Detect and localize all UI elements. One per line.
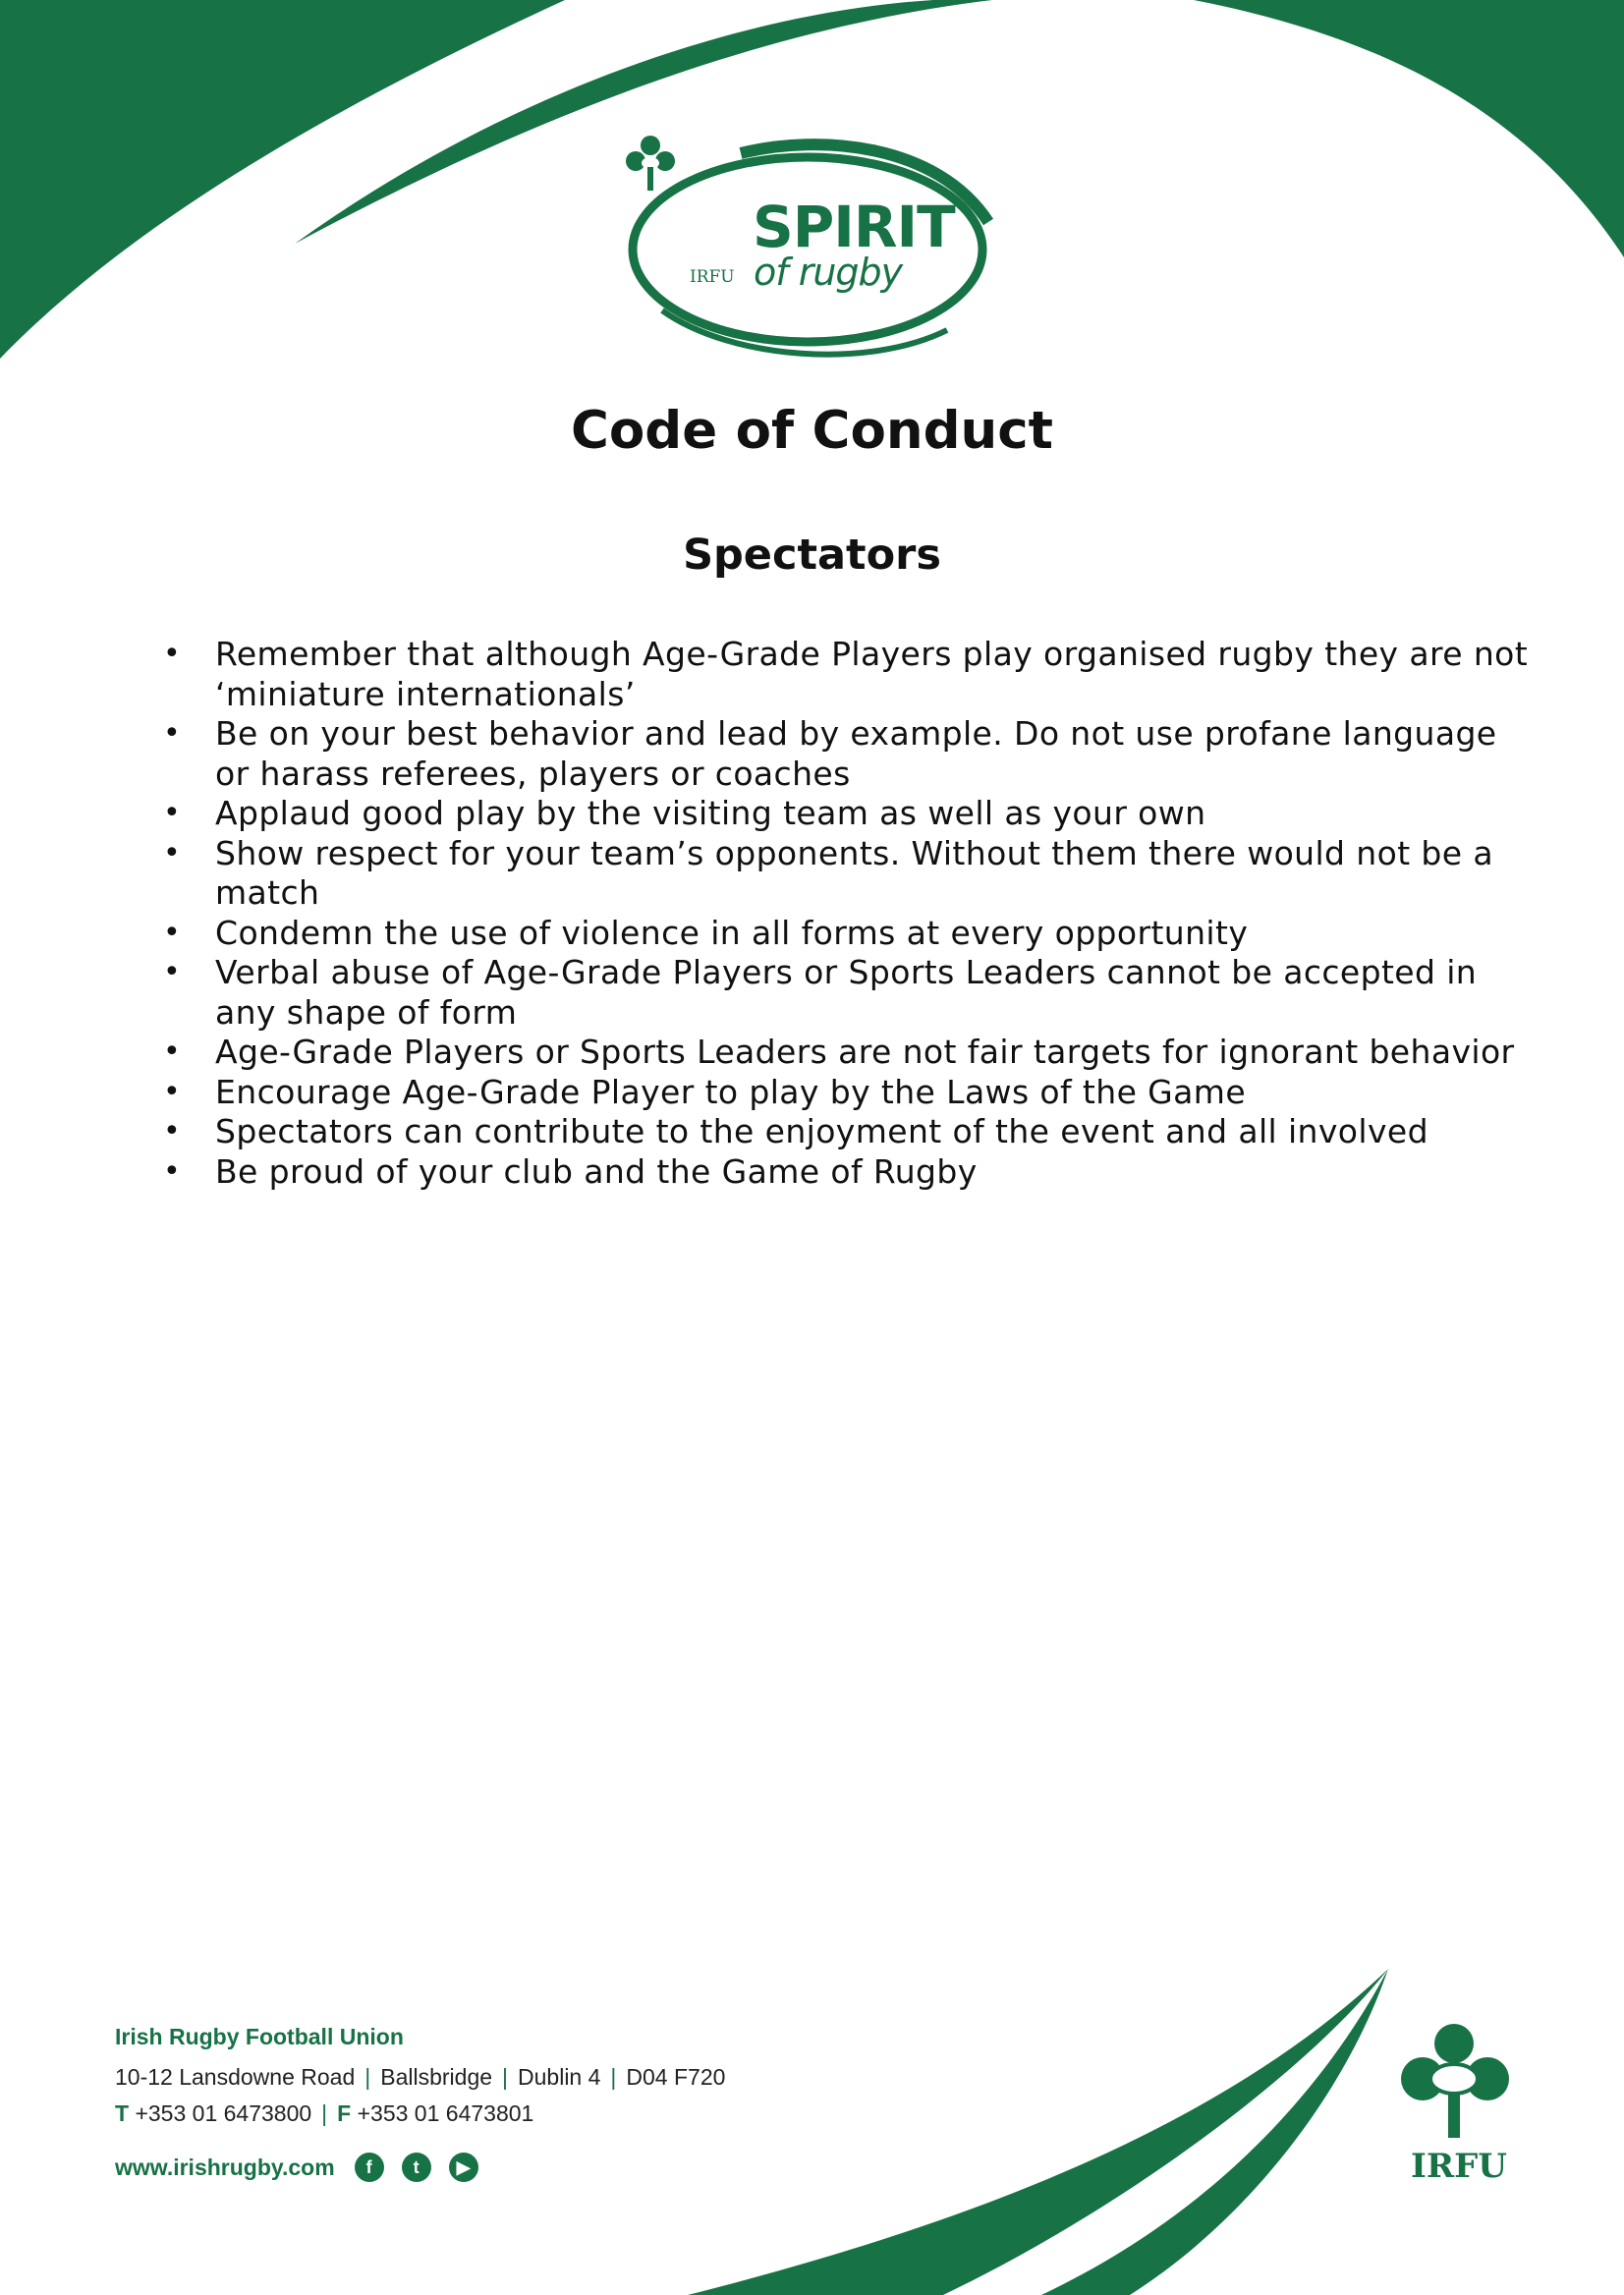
website-link[interactable]: www.irishrugby.com (115, 2154, 335, 2180)
footer-address: 10-12 Lansdowne Road | Ballsbridge | Dublin 4 | D04 F720 (115, 2064, 726, 2090)
bullet-icon: • (163, 1035, 182, 1069)
bullet-icon: • (163, 1074, 182, 1109)
rule-text: Be proud of your club and the Game of Rugby (215, 1151, 978, 1191)
bullet-icon: • (163, 796, 182, 830)
list-item (157, 914, 1533, 954)
phone-number: +353 01 6473800 (135, 2100, 312, 2126)
bullet-icon: • (163, 835, 182, 870)
list-item (157, 1073, 1533, 1113)
rule-text: Age-Grade Players or Sports Leaders are not fair targets for ignorant behavior (215, 1033, 1515, 1071)
spirit-of-rugby-logo (623, 134, 996, 365)
fax-label: F (337, 2100, 352, 2126)
list-item (157, 1112, 1533, 1152)
twitter-icon[interactable]: t (402, 2153, 431, 2182)
bullet-icon: • (163, 915, 182, 950)
footer-org-name: Irish Rugby Football Union (115, 2024, 404, 2049)
bullet-icon: • (163, 955, 182, 989)
bullet-icon: • (163, 716, 182, 751)
rule-text: Applaud good play by the visiting team as well as your own (215, 794, 1206, 832)
list-item (157, 1152, 1533, 1193)
rule-text: Spectators can contribute to the enjoyment of the event and all involved (215, 1112, 1428, 1150)
rule-text: Encourage Age-Grade Player to play by the Laws of the Game (215, 1072, 1247, 1111)
facebook-icon[interactable]: f (355, 2153, 384, 2182)
bullet-icon: • (163, 637, 182, 671)
logo-badge-text: IRFU (690, 267, 735, 287)
footer-web-row (115, 2153, 725, 2182)
bullet-icon: • (163, 1153, 182, 1189)
list-item (157, 834, 1533, 914)
rule-text: Show respect for your team’s opponents. Without them there would not be a match (215, 833, 1493, 912)
rule-text: Remember that although Age-Grade Players play organised rugby they are not ‘miniature internationals’ (215, 635, 1529, 713)
list-item (157, 794, 1533, 834)
conduct-rules-list (157, 635, 1533, 1192)
logo-sub-text: of rugby (754, 251, 903, 294)
page-subtitle: Spectators (683, 531, 941, 580)
footer (115, 2026, 725, 2182)
crest-text: IRFU (1411, 2147, 1507, 2186)
footer-phones: T +353 01 6473800 | F +353 01 6473801 (115, 2100, 534, 2126)
rule-text: Verbal abuse of Age-Grade Players or Sports Leaders cannot be accepted in any shape of form (215, 953, 1478, 1032)
phone-label: T (115, 2100, 130, 2126)
rule-text: Be on your best behavior and lead by example. Do not use profane language or harass referees, players or coaches (215, 714, 1497, 793)
rule-text: Condemn the use of violence in all forms at every opportunity (215, 913, 1249, 952)
list-item (157, 953, 1533, 1033)
bullet-icon: • (163, 1114, 182, 1148)
logo-spirit-text: SPIRIT (753, 194, 955, 260)
fax-number: +353 01 6473801 (357, 2100, 534, 2126)
list-item (157, 714, 1533, 794)
address-city: Dublin 4 (518, 2064, 601, 2090)
list-item (157, 1033, 1533, 1073)
shamrock-icon (623, 134, 678, 193)
address-area: Ballsbridge (380, 2064, 493, 2090)
address-street: 10-12 Lansdowne Road (115, 2064, 356, 2090)
address-postcode: D04 F720 (626, 2064, 726, 2090)
youtube-icon[interactable]: ▶ (449, 2153, 478, 2182)
list-item (157, 635, 1533, 714)
page-title: Code of Conduct (570, 401, 1054, 461)
